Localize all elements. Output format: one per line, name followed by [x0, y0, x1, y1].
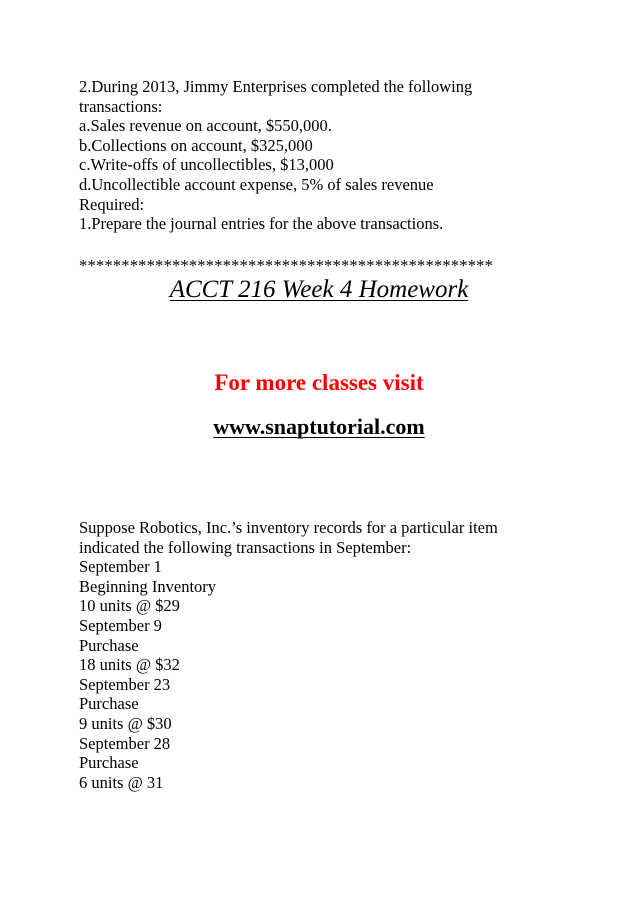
text-line: Required:	[79, 194, 145, 214]
text-line: indicated the following transactions in September:	[79, 537, 412, 557]
text-line: Purchase	[79, 694, 139, 714]
document-title: ACCT 216 Week 4 Homework	[169, 276, 469, 303]
text-line: d.Uncollectible account expense, 5% of sales revenue	[79, 174, 434, 194]
text-line: transactions:	[79, 96, 163, 116]
text-line: 6 units @ 31	[79, 772, 164, 792]
website-link[interactable]: www.snaptutorial.com	[213, 414, 425, 439]
text-line: September 23	[79, 674, 171, 694]
text-line: c.Write-offs of uncollectibles, $13,000	[79, 155, 334, 175]
text-line: 18 units @ $32	[79, 655, 180, 675]
text-line: September 1	[79, 557, 162, 577]
text-line: Purchase	[79, 635, 139, 655]
problem-2-text	[79, 77, 579, 234]
text-line: 1.Prepare the journal entries for the above transactions.	[79, 214, 444, 234]
asterisk-separator: *************************************************	[79, 256, 494, 275]
text-line: September 28	[79, 733, 171, 753]
promo-text: For more classes visit	[214, 370, 424, 395]
text-line: September 9	[79, 615, 162, 635]
inventory-problem-text	[79, 518, 579, 792]
text-line: 10 units @ $29	[79, 596, 180, 616]
text-line: 9 units @ $30	[79, 713, 172, 733]
text-line: Purchase	[79, 753, 139, 773]
text-line: Beginning Inventory	[79, 576, 217, 596]
text-line: 2.During 2013, Jimmy Enterprises completed the following	[79, 77, 473, 96]
text-line: a.Sales revenue on account, $550,000.	[79, 116, 332, 136]
text-line: b.Collections on account, $325,000	[79, 135, 313, 155]
text-line: Suppose Robotics, Inc.’s inventory records for a particular item	[79, 518, 498, 537]
